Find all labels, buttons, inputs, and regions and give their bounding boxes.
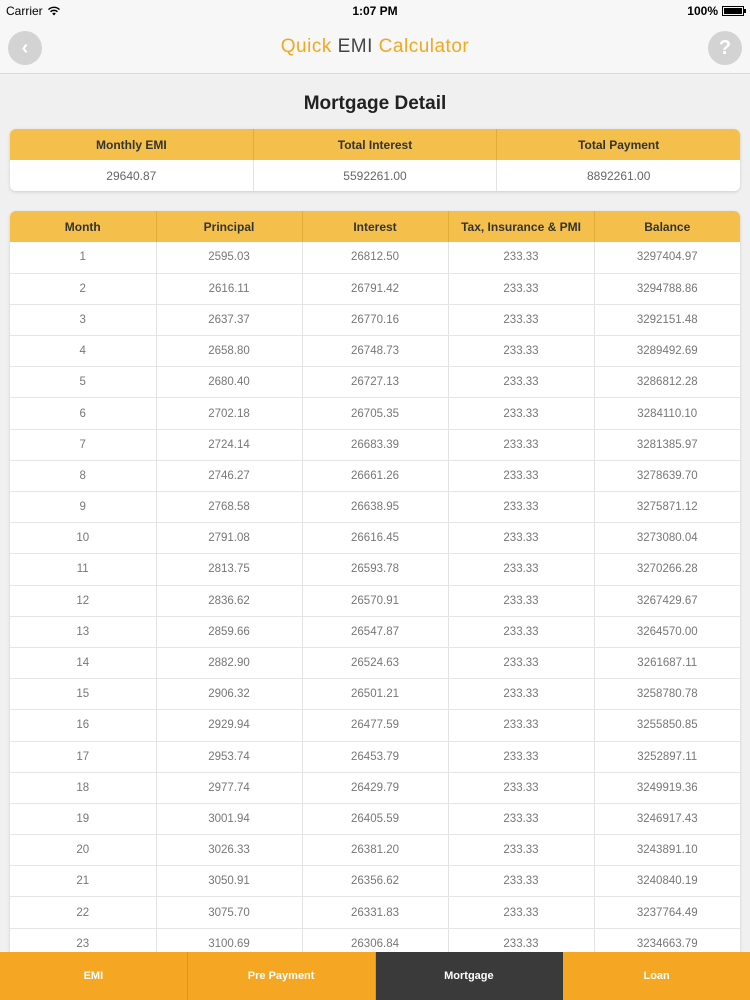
tab-mortgage[interactable] — [376, 952, 564, 1000]
cell-balance: 3270266.28 — [594, 554, 740, 585]
cell-balance: 3234663.79 — [594, 928, 740, 952]
cell-tax-insurance-pmi: 233.33 — [448, 741, 594, 772]
table-row — [10, 336, 740, 367]
cell-balance: 3267429.67 — [594, 585, 740, 616]
summary-header-total-payment: Total Payment — [497, 129, 740, 160]
cell-principal: 2836.62 — [156, 585, 302, 616]
cell-month: 9 — [10, 492, 156, 523]
table-row — [10, 242, 740, 273]
app-title-quick: Quick — [280, 36, 338, 57]
cell-tax-insurance-pmi: 233.33 — [448, 803, 594, 834]
cell-month: 7 — [10, 429, 156, 460]
cell-tax-insurance-pmi: 233.33 — [448, 897, 594, 928]
cell-principal: 3026.33 — [156, 835, 302, 866]
cell-balance: 3240840.19 — [594, 866, 740, 897]
table-row — [10, 304, 740, 335]
cell-month: 11 — [10, 554, 156, 585]
cell-principal: 3100.69 — [156, 928, 302, 952]
cell-interest: 26661.26 — [302, 460, 448, 491]
tab-pre-payment-label: Pre Payment — [247, 970, 315, 982]
cell-interest: 26306.84 — [302, 928, 448, 952]
cell-interest: 26356.62 — [302, 866, 448, 897]
cell-principal: 2702.18 — [156, 398, 302, 429]
table-row — [10, 585, 740, 616]
table-row — [10, 741, 740, 772]
table-row — [10, 772, 740, 803]
cell-tax-insurance-pmi: 233.33 — [448, 866, 594, 897]
cell-month: 8 — [10, 460, 156, 491]
content-area[interactable] — [0, 75, 750, 952]
summary-value-total-payment: 8892261.00 — [497, 160, 740, 191]
cell-principal: 2680.40 — [156, 367, 302, 398]
cell-month: 17 — [10, 741, 156, 772]
cell-month: 22 — [10, 897, 156, 928]
tab-emi-label: EMI — [83, 970, 104, 982]
cell-month: 14 — [10, 647, 156, 678]
cell-interest: 26638.95 — [302, 492, 448, 523]
cell-month: 19 — [10, 803, 156, 834]
cell-month: 1 — [10, 242, 156, 273]
cell-month: 3 — [10, 304, 156, 335]
cell-tax-insurance-pmi: 233.33 — [448, 554, 594, 585]
table-row — [10, 835, 740, 866]
table-body — [10, 242, 740, 952]
cell-balance: 3264570.00 — [594, 616, 740, 647]
cell-principal: 2768.58 — [156, 492, 302, 523]
cell-balance: 3258780.78 — [594, 679, 740, 710]
cell-tax-insurance-pmi: 233.33 — [448, 616, 594, 647]
col-header-balance: Balance — [594, 211, 740, 242]
cell-balance: 3292151.48 — [594, 304, 740, 335]
cell-tax-insurance-pmi: 233.33 — [448, 398, 594, 429]
cell-principal: 2953.74 — [156, 741, 302, 772]
tab-loan[interactable] — [563, 952, 750, 1000]
cell-interest: 26570.91 — [302, 585, 448, 616]
cell-principal: 2616.11 — [156, 273, 302, 304]
cell-interest: 26477.59 — [302, 710, 448, 741]
cell-balance: 3294788.86 — [594, 273, 740, 304]
cell-principal: 3075.70 — [156, 897, 302, 928]
cell-tax-insurance-pmi: 233.33 — [448, 772, 594, 803]
summary-card — [10, 129, 740, 191]
help-icon: ? — [718, 36, 732, 59]
cell-balance: 3246917.43 — [594, 803, 740, 834]
cell-tax-insurance-pmi: 233.33 — [448, 647, 594, 678]
cell-month: 16 — [10, 710, 156, 741]
cell-month: 12 — [10, 585, 156, 616]
cell-interest: 26593.78 — [302, 554, 448, 585]
cell-balance: 3252897.11 — [594, 741, 740, 772]
cell-tax-insurance-pmi: 233.33 — [448, 429, 594, 460]
cell-tax-insurance-pmi: 233.33 — [448, 367, 594, 398]
cell-tax-insurance-pmi: 233.33 — [448, 460, 594, 491]
cell-tax-insurance-pmi: 233.33 — [448, 585, 594, 616]
cell-tax-insurance-pmi: 233.33 — [448, 835, 594, 866]
status-bar — [0, 0, 750, 22]
cell-interest: 26501.21 — [302, 679, 448, 710]
cell-tax-insurance-pmi: 233.33 — [448, 679, 594, 710]
cell-balance: 3281385.97 — [594, 429, 740, 460]
cell-interest: 26705.35 — [302, 398, 448, 429]
status-right — [687, 4, 744, 18]
summary-value-row — [10, 160, 740, 191]
cell-interest: 26683.39 — [302, 429, 448, 460]
col-header-interest: Interest — [302, 211, 448, 242]
cell-principal: 2882.90 — [156, 647, 302, 678]
cell-balance: 3284110.10 — [594, 398, 740, 429]
cell-interest: 26770.16 — [302, 304, 448, 335]
nav-bar — [0, 22, 750, 74]
cell-interest: 26331.83 — [302, 897, 448, 928]
cell-principal: 2906.32 — [156, 679, 302, 710]
cell-balance: 3286812.28 — [594, 367, 740, 398]
col-header-tax-insurance-pmi: Tax, Insurance & PMI — [448, 211, 594, 242]
summary-header-monthly-emi: Monthly EMI — [10, 129, 254, 160]
app-title-calculator: Calculator — [372, 36, 470, 57]
cell-month: 18 — [10, 772, 156, 803]
cell-interest: 26381.20 — [302, 835, 448, 866]
cell-principal: 3001.94 — [156, 803, 302, 834]
cell-principal: 2746.27 — [156, 460, 302, 491]
table-row — [10, 492, 740, 523]
cell-interest: 26616.45 — [302, 523, 448, 554]
cell-interest: 26727.13 — [302, 367, 448, 398]
cell-balance: 3261687.11 — [594, 647, 740, 678]
cell-principal: 2595.03 — [156, 242, 302, 273]
tab-loan-label: Loan — [643, 970, 670, 982]
cell-month: 23 — [10, 928, 156, 952]
table-row — [10, 866, 740, 897]
cell-tax-insurance-pmi: 233.33 — [448, 336, 594, 367]
cell-interest: 26429.79 — [302, 772, 448, 803]
table-row — [10, 523, 740, 554]
app-title — [0, 36, 750, 58]
tab-bar — [0, 952, 750, 1000]
table-row — [10, 273, 740, 304]
cell-tax-insurance-pmi: 233.33 — [448, 304, 594, 335]
cell-balance: 3278639.70 — [594, 460, 740, 491]
cell-month: 6 — [10, 398, 156, 429]
table-row — [10, 460, 740, 491]
cell-principal: 3050.91 — [156, 866, 302, 897]
cell-balance: 3243891.10 — [594, 835, 740, 866]
cell-tax-insurance-pmi: 233.33 — [448, 273, 594, 304]
cell-principal: 2637.37 — [156, 304, 302, 335]
cell-balance: 3255850.85 — [594, 710, 740, 741]
battery-icon — [722, 6, 744, 16]
table-row — [10, 429, 740, 460]
summary-value-monthly-emi: 29640.87 — [10, 160, 254, 191]
page-title: Mortgage Detail — [303, 93, 447, 114]
tab-mortgage-label: Mortgage — [444, 970, 494, 982]
cell-interest: 26405.59 — [302, 803, 448, 834]
cell-balance: 3249919.36 — [594, 772, 740, 803]
cell-principal: 2859.66 — [156, 616, 302, 647]
cell-principal: 2977.74 — [156, 772, 302, 803]
table-row — [10, 367, 740, 398]
cell-month: 20 — [10, 835, 156, 866]
cell-interest: 26748.73 — [302, 336, 448, 367]
cell-balance: 3273080.04 — [594, 523, 740, 554]
table-row — [10, 803, 740, 834]
app-title-emi: EMI — [337, 36, 373, 57]
summary-value-total-interest: 5592261.00 — [254, 160, 498, 191]
cell-principal: 2658.80 — [156, 336, 302, 367]
tab-emi[interactable] — [0, 952, 188, 1000]
table-row — [10, 398, 740, 429]
cell-interest: 26453.79 — [302, 741, 448, 772]
col-header-month: Month — [10, 211, 156, 242]
cell-month: 10 — [10, 523, 156, 554]
cell-principal: 2813.75 — [156, 554, 302, 585]
cell-month: 13 — [10, 616, 156, 647]
table-row — [10, 710, 740, 741]
col-header-principal: Principal — [156, 211, 302, 242]
table-row — [10, 928, 740, 952]
cell-principal: 2724.14 — [156, 429, 302, 460]
battery-percent: 100% — [687, 4, 718, 18]
cell-interest: 26524.63 — [302, 647, 448, 678]
summary-header-row — [10, 129, 740, 160]
status-time: 1:07 PM — [352, 4, 398, 18]
cell-interest: 26547.87 — [302, 616, 448, 647]
cell-month: 21 — [10, 866, 156, 897]
table-row — [10, 647, 740, 678]
cell-tax-insurance-pmi: 233.33 — [448, 928, 594, 952]
carrier-label: Carrier — [6, 4, 43, 18]
cell-balance: 3237764.49 — [594, 897, 740, 928]
cell-principal: 2791.08 — [156, 523, 302, 554]
tab-pre-payment[interactable] — [188, 952, 376, 1000]
cell-month: 15 — [10, 679, 156, 710]
cell-interest: 26812.50 — [302, 242, 448, 273]
table-row — [10, 554, 740, 585]
help-button[interactable] — [708, 31, 742, 65]
table-row — [10, 679, 740, 710]
cell-balance: 3297404.97 — [594, 242, 740, 273]
back-icon: ‹ — [21, 36, 29, 59]
cell-tax-insurance-pmi: 233.33 — [448, 492, 594, 523]
cell-month: 5 — [10, 367, 156, 398]
summary-header-total-interest: Total Interest — [254, 129, 498, 160]
cell-tax-insurance-pmi: 233.33 — [448, 523, 594, 554]
cell-month: 2 — [10, 273, 156, 304]
cell-balance: 3275871.12 — [594, 492, 740, 523]
cell-principal: 2929.94 — [156, 710, 302, 741]
cell-tax-insurance-pmi: 233.33 — [448, 710, 594, 741]
cell-interest: 26791.42 — [302, 273, 448, 304]
table-row — [10, 616, 740, 647]
table-row — [10, 897, 740, 928]
cell-tax-insurance-pmi: 233.33 — [448, 242, 594, 273]
amortization-table[interactable] — [10, 211, 740, 952]
cell-balance: 3289492.69 — [594, 336, 740, 367]
table-header-row — [10, 211, 740, 242]
cell-month: 4 — [10, 336, 156, 367]
